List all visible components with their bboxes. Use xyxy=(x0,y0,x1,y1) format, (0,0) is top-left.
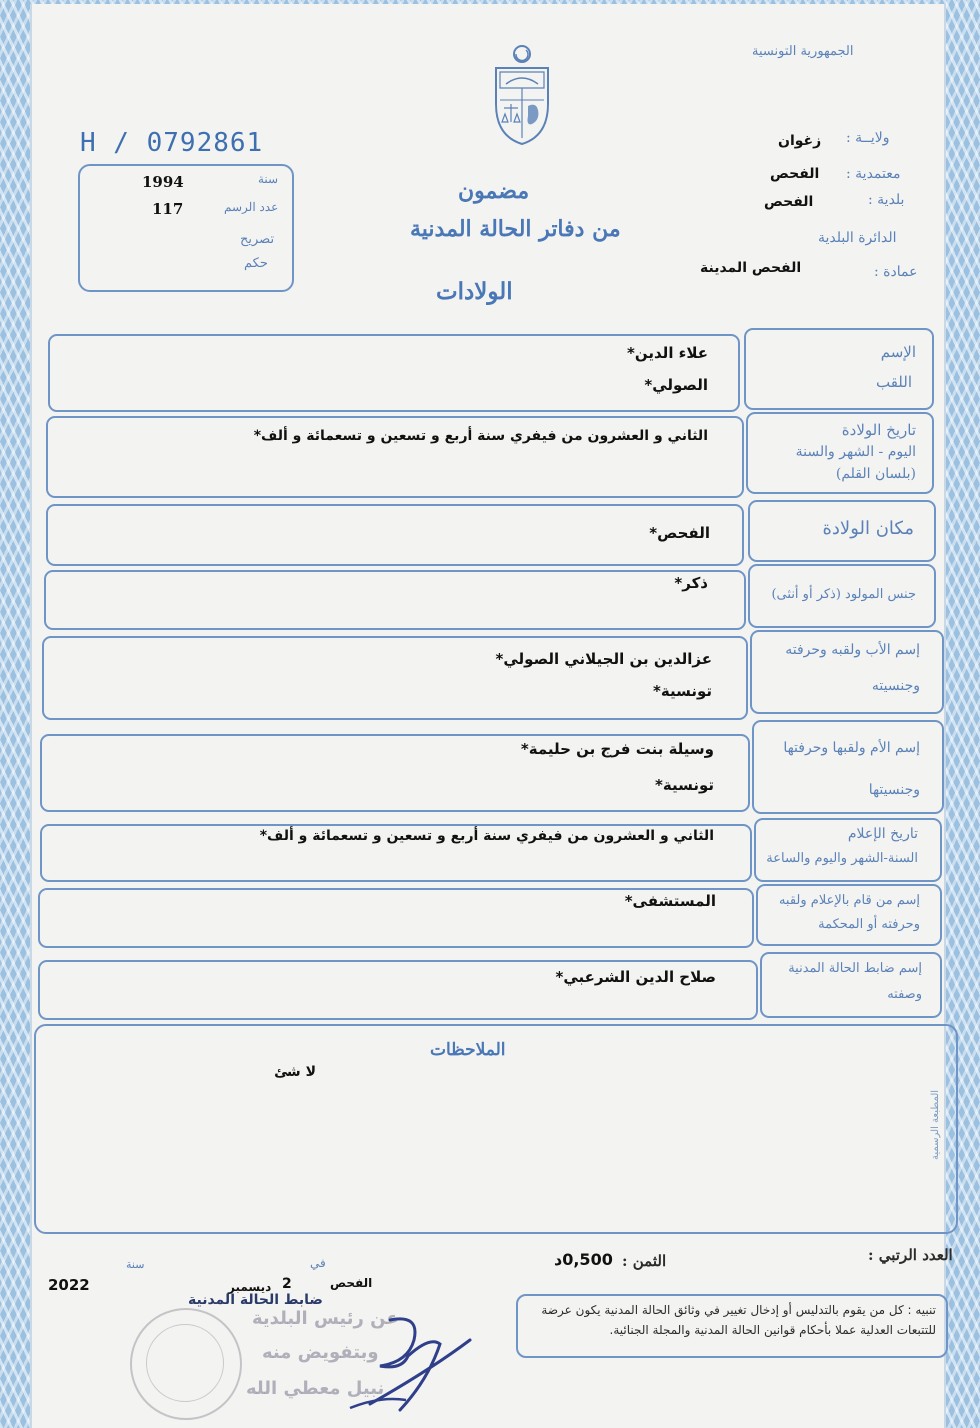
father-name-value: عزالدين بن الجيلاني الصولي* xyxy=(495,650,712,668)
father-nationality-value: تونسية* xyxy=(653,682,712,700)
handwritten-signature xyxy=(310,1300,480,1420)
surname-label: اللقب xyxy=(875,373,912,391)
declaration-date-value: الثاني و العشرون من فيفري سنة أربع و تسعين و تسعمائة و ألف* xyxy=(259,828,714,844)
title-summary: مضمون xyxy=(458,178,530,204)
first-name-value: علاء الدين* xyxy=(627,344,708,362)
stamp-line-3: نبيل معطي الله xyxy=(246,1378,385,1399)
official-printer-mark: المطبعة الرسمية xyxy=(930,1089,941,1160)
serial-number: H / 0792861 xyxy=(80,128,264,158)
day-value: 2 xyxy=(282,1276,292,1292)
sex-label: جنس المولود (ذكر أو أنثى) xyxy=(771,587,916,602)
father-nationality-label: وجنسيته xyxy=(871,678,920,694)
wilaya-label: ولايــة : xyxy=(846,130,890,146)
name-label-box xyxy=(744,328,934,410)
register-number-label: عدد الرسم xyxy=(224,200,279,214)
warning-notice-text: تنبيه : كل من يقوم بالتدليس أو إدخال تغيير في وثائق الحالة المدنية يكون عرضة للتتبعات العدلية عملا بأحكام قوانين الحالة المدنية والمجلة الجنائية. xyxy=(541,1303,936,1337)
birth-date-words-note: (بلسان القلم) xyxy=(835,466,916,482)
imada-value: الفحص المدينة xyxy=(700,260,802,276)
mother-name-value: وسيلة بنت فرج بن حليمة* xyxy=(520,740,714,758)
coat-of-arms-emblem xyxy=(490,44,554,148)
declaration-date-sublabel: السنة-الشهر واليوم والساعة xyxy=(766,851,918,866)
stamp-line-2: وبتفويض منه xyxy=(262,1342,379,1363)
birth-date-sublabel: اليوم - الشهر والسنة xyxy=(795,444,916,460)
remarks-value: لا شئ xyxy=(274,1064,316,1080)
stamp-line-1: عن رئيس البلدية xyxy=(252,1308,399,1329)
name-label: الإسم xyxy=(880,343,916,361)
birth-date-value: الثاني و العشرون من فيفري سنة أربع و تسعين و تسعمائة و ألف* xyxy=(253,428,708,444)
year-label: سنة xyxy=(258,172,279,186)
in-label: في xyxy=(310,1256,326,1270)
officer-signature-title: ضابط الحالة المدنية xyxy=(188,1292,323,1308)
baladia-label: بلدية : xyxy=(868,192,905,208)
father-value-box xyxy=(42,636,748,720)
year-footer-value: 2022 xyxy=(48,1276,90,1294)
officer-value: صلاح الدين الشرعبي* xyxy=(555,968,716,986)
motamadia-label: معتمدية : xyxy=(846,166,901,182)
register-number-value: 117 xyxy=(152,200,184,218)
officer-role-label: وصفته xyxy=(887,987,922,1002)
officer-label: إسم ضابط الحالة المدنية xyxy=(788,961,922,976)
declaration-label: تصريح xyxy=(240,232,275,247)
mother-label: إسم الأم ولقبها وحرفتها xyxy=(783,740,920,756)
judgment-label: حكم xyxy=(244,256,268,271)
baladia-value: الفحص xyxy=(764,194,814,210)
place-value: الفحص xyxy=(330,1276,373,1290)
wilaya-value: زغوان xyxy=(778,133,822,149)
title-registers: من دفاتر الحالة المدنية xyxy=(410,216,621,242)
remarks-title: الملاحظات xyxy=(430,1040,506,1060)
father-label: إسم الأب ولقبه وحرفته xyxy=(785,642,920,658)
price-label: الثمن : xyxy=(622,1252,667,1270)
declarant-value: المستشفى* xyxy=(624,892,716,910)
birth-date-label: تاريخ الولادة xyxy=(841,421,916,439)
serial-order-label: العدد الرتبي : xyxy=(868,1246,953,1264)
year-footer-label: سنة xyxy=(126,1258,145,1271)
mother-nationality-label: وجنسيتها xyxy=(868,782,920,798)
sex-value: ذكر* xyxy=(674,574,708,592)
declaration-date-label: تاريخ الإعلام xyxy=(847,826,918,842)
price-value: 0,500د xyxy=(554,1250,613,1269)
official-round-stamp xyxy=(130,1308,242,1420)
title-births: الولادات xyxy=(436,278,513,305)
republic-heading: الجمهورية التونسية xyxy=(752,44,854,59)
imada-label: عمادة : xyxy=(874,264,918,280)
declarant-label: إسم من قام بالإعلام ولقبه xyxy=(778,893,920,908)
month-value: ديسمبر xyxy=(228,1280,272,1294)
birth-place-label: مكان الولادة xyxy=(822,518,914,539)
municipal-district-label: الدائرة البلدية xyxy=(818,230,897,246)
year-value: 1994 xyxy=(142,173,184,191)
declarant-sublabel: وحرفته أو المحكمة xyxy=(818,917,920,932)
surname-value: الصولي* xyxy=(644,376,708,394)
birth-place-value: الفحص* xyxy=(649,524,710,542)
mother-nationality-value: تونسية* xyxy=(655,776,714,794)
motamadia-value: الفحص xyxy=(770,166,820,182)
